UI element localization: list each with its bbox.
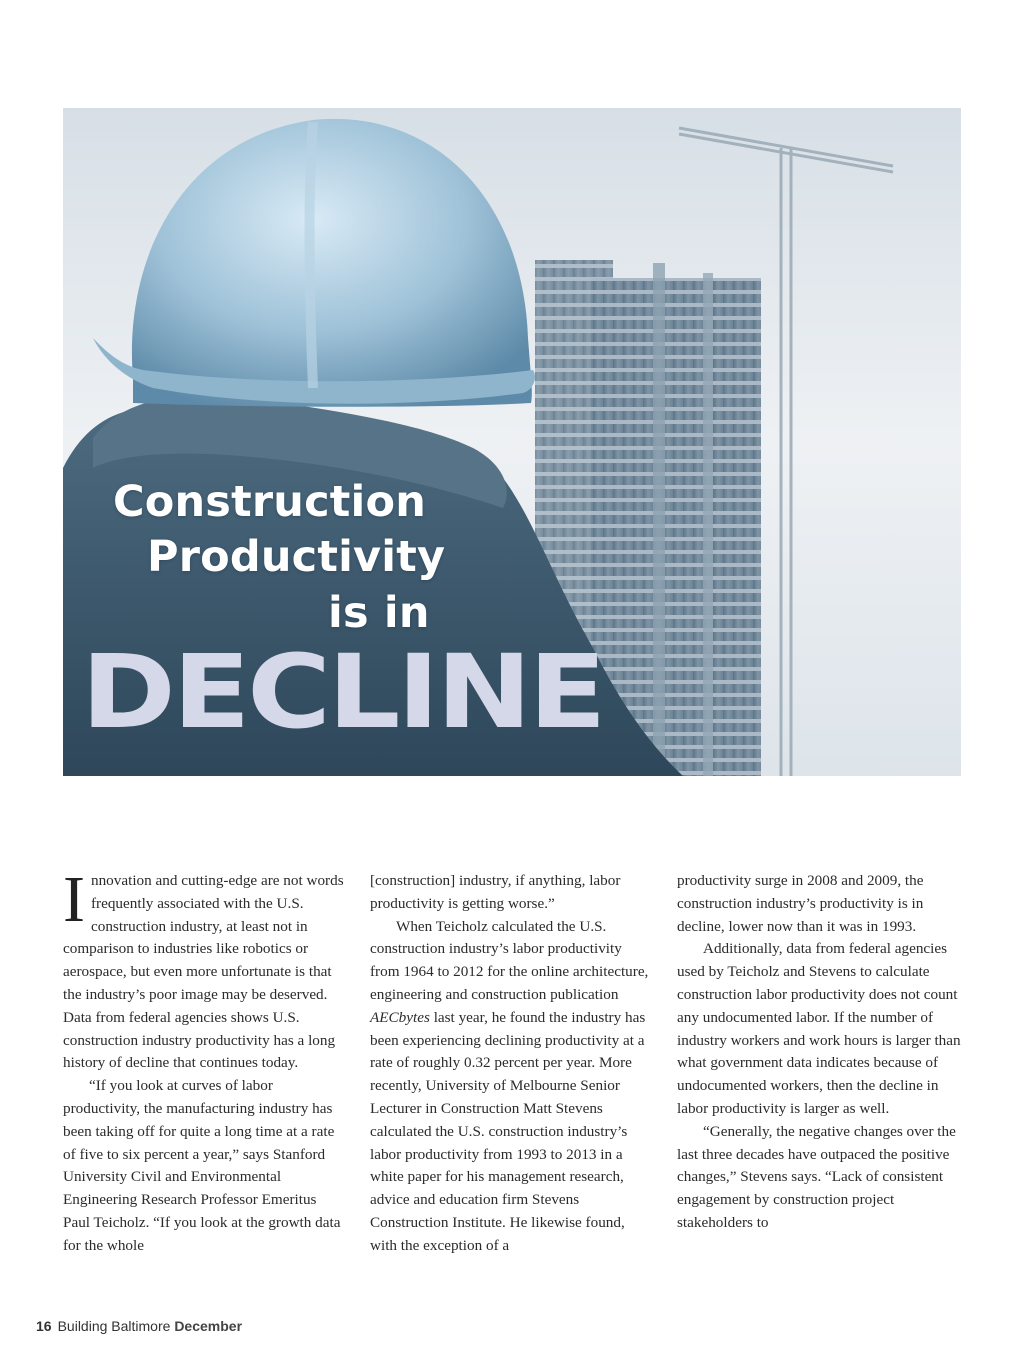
hero-photo	[63, 108, 961, 776]
article-column-2	[370, 870, 654, 1258]
headline-line-3: is in	[328, 588, 430, 638]
publication-name: AECbytes	[370, 1008, 430, 1026]
headline-line-1: Construction	[113, 477, 427, 527]
publication-title: Building Baltimore	[57, 1318, 171, 1334]
article-paragraph: “If you look at curves of labor productivity, the manufacturing industry has been taking off for quite a long time at a rate of five to six percent a year,” says Stanford University Civil and Environmental Engineering Research Professor Emeritus Paul Teicholz. “If you look at the growth data for the whole	[63, 1077, 341, 1254]
headline-decline: DECLINE	[81, 633, 604, 752]
article-paragraph	[370, 916, 654, 1258]
drop-cap: I	[63, 863, 85, 936]
article-column-1	[63, 863, 347, 1258]
article-paragraph: [construction] industry, if anything, labor productivity is getting worse.”	[370, 872, 621, 912]
article-paragraph	[63, 863, 347, 1075]
article-paragraph: “Generally, the negative changes over the last three decades have outpaced the positive changes,” Stevens says. “Lack of consistent engagement by construction project stakeholders to	[677, 1122, 956, 1231]
issue-month: December	[174, 1318, 243, 1334]
article-paragraph: Additionally, data from federal agencies used by Teicholz and Stevens to calculate construction labor productivity does not count any undocumented labor. If the number of industry workers and work hours is larger than what government data indicates because of undocumented workers, then the decline in labor productivity is larger as well.	[677, 940, 961, 1117]
page-footer	[36, 1318, 242, 1334]
article-paragraph: productivity surge in 2008 and 2009, the construction industry’s productivity is in decline, lower now than it was in 1993.	[677, 872, 924, 935]
paragraph-text: When Teicholz calculated the U.S. construction industry’s labor productivity from 1964 to 2012 for the online architecture, engineering and construction publication	[370, 917, 649, 1003]
page-number: 16	[36, 1318, 52, 1334]
article-column-3	[677, 870, 961, 1235]
headline-line-2: Productivity	[147, 532, 446, 582]
paragraph-text: last year, he found the industry has been experiencing declining productivity at a rate of roughly 0.32 percent per year. More recently, University of Melbourne Senior Lecturer in Construction Matt Stevens calculated the U.S. construction industry’s labor productivity from 1993 to 2013 in a white paper for his management research, advice and education firm Stevens Construction Institute. He likewise found, with the exception of a	[370, 1008, 646, 1254]
paragraph-text: nnovation and cutting-edge are not words frequently associated with the U.S. construction industry, at least not in comparison to industries like robotics or aerospace, but even more unfortunate is that the industry’s poor image may be deserved. Data from federal agencies shows U.S. construction industry productivity has a long history of decline that continues today.	[63, 872, 344, 1072]
